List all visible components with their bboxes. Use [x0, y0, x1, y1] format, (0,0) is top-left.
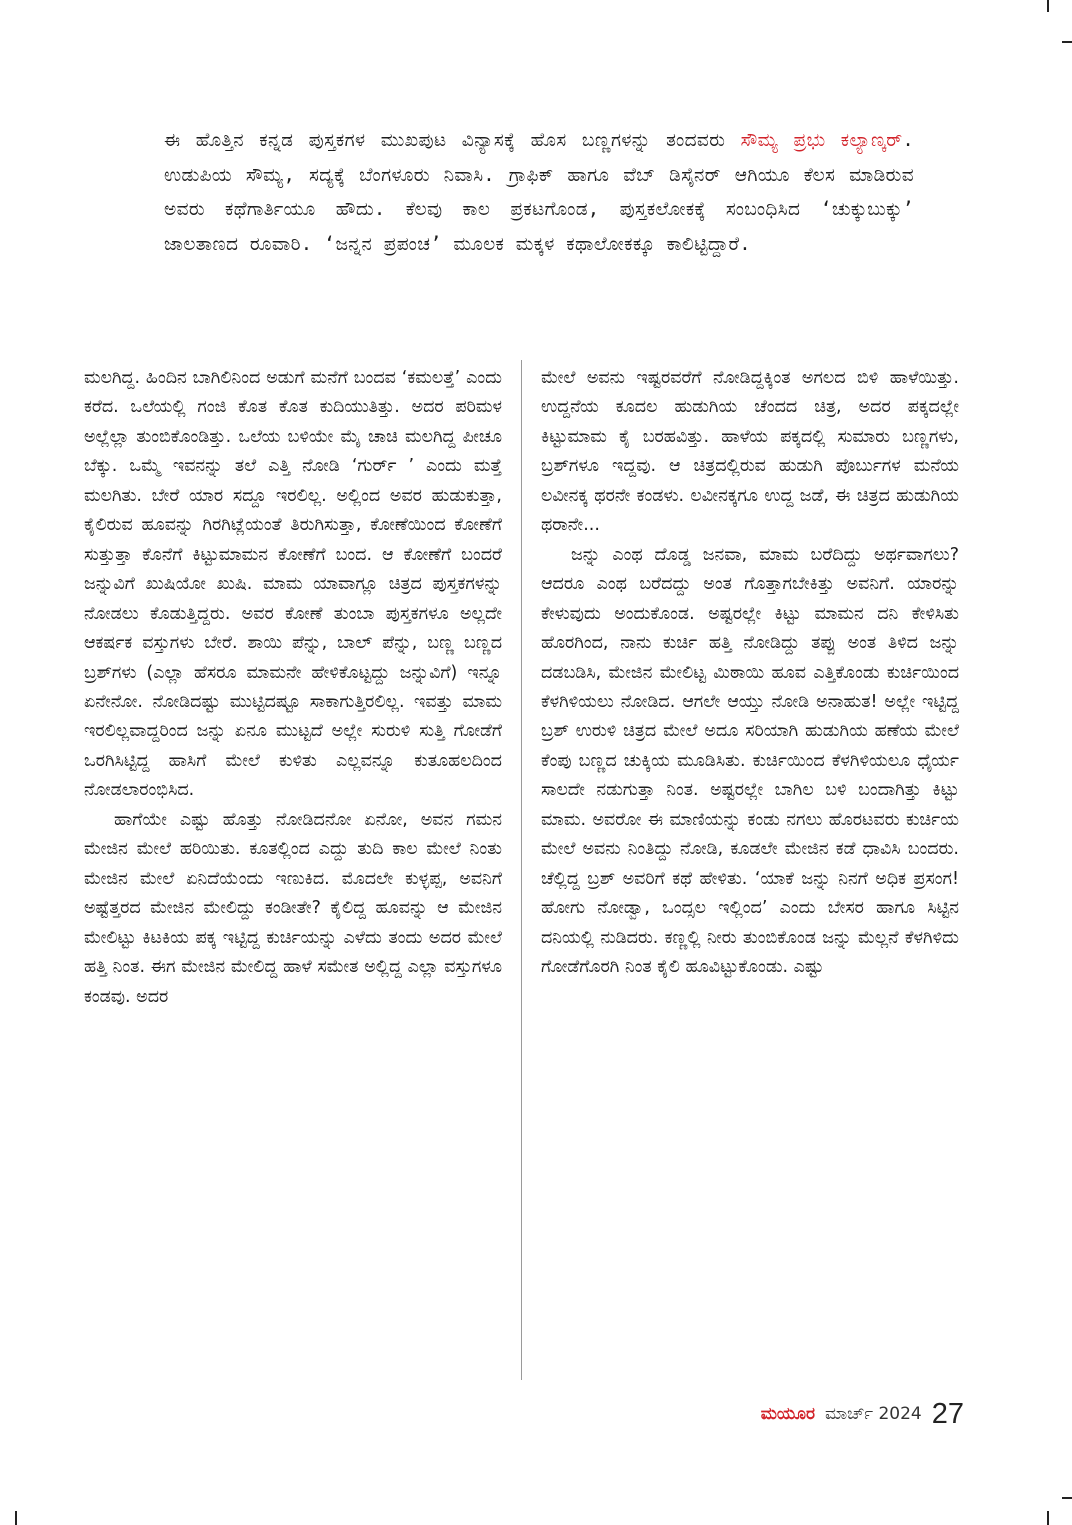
- magazine-logo: ಮಯೂರ: [760, 1404, 815, 1424]
- crop-mark: [1062, 41, 1072, 43]
- intro-rest: . ಉಡುಪಿಯ ಸೌಮ್ಯ, ಸದ್ಯಕ್ಕೆ ಬೆಂಗಳೂರು ನಿವಾಸಿ. ಗ್ರಾಫಿಕ್ ಹಾಗೂ ವೆಬ್ ಡಿಸೈನರ್ ಆಗಿಯೂ ಕೆಲಸ ಮಾಡಿರುವ ಅವರು ಕಥೆಗಾರ್ತಿಯೂ ಹೌದು. ಕೆಲವು ಕಾಲ ಪ್ರಕಟಗೊಂಡ, ಪುಸ್ತಕಲೋಕಕ್ಕೆ ಸಂಬಂಧಿಸಿದ ‘ಚುಕ್ಕುಬುಕ್ಕು’ ಜಾಲತಾಣದ ರೂವಾರಿ. ‘ಜನ್ನನ ಪ್ರಪಂಚ’ ಮೂಲಕ ಮಕ್ಕಳ ಕಥಾಲೋಕಕ್ಕೂ ಕಾಲಿಟ್ಟಿದ್ದಾರೆ.: [164, 130, 914, 255]
- issue-date: ಮಾರ್ಚ್ 2024: [824, 1404, 922, 1424]
- intro-lead: ಈ ಹೊತ್ತಿನ ಕನ್ನಡ ಪುಸ್ತಕಗಳ ಮುಖಪುಟ ವಿನ್ಯಾಸಕ್ಕೆ ಹೊಸ ಬಣ್ಣಗಳನ್ನು ತಂದವರು: [164, 130, 741, 151]
- left-column: [84, 364, 502, 1012]
- author-intro: [164, 124, 914, 262]
- column-divider: [521, 360, 522, 1380]
- crop-mark: [1062, 1497, 1072, 1499]
- right-column: [541, 364, 959, 983]
- crop-mark: [15, 1511, 17, 1525]
- right-paragraph-2: ಜನ್ನು ಎಂಥ ದೊಡ್ಡ ಜನವಾ, ಮಾಮ ಬರೆದಿದ್ದು ಅರ್ಥವಾಗಲು? ಆದರೂ ಎಂಥ ಬರೆದದ್ದು ಅಂತ ಗೊತ್ತಾಗಬೇಕಿತ್ತು ಅವನಿಗೆ. ಯಾರನ್ನು ಕೇಳುವುದು ಅಂದುಕೊಂಡ. ಅಷ್ಟರಲ್ಲೇ ಕಿಟ್ಟು ಮಾಮನ ದನಿ ಕೇಳಿಸಿತು ಹೊರಗಿಂದ, ನಾನು ಕುರ್ಚಿ ಹತ್ತಿ ನೋಡಿದ್ದು ತಪ್ಪು ಅಂತ ತಿಳಿದ ಜನ್ನು ದಡಬಡಿಸಿ, ಮೇಜಿನ ಮೇಲಿಟ್ಟ ಮಿಠಾಯಿ ಹೂವ ಎತ್ತಿಕೊಂಡು ಕುರ್ಚಿಯಿಂದ ಕೆಳಗಿಳಿಯಲು ನೋಡಿದ. ಆಗಲೇ ಆಯ್ತು ನೋಡಿ ಅನಾಹುತ! ಅಲ್ಲೇ ಇಟ್ಟಿದ್ದ ಬ್ರಶ್ ಉರುಳಿ ಚಿತ್ರದ ಮೇಲೆ ಅದೂ ಸರಿಯಾಗಿ ಹುಡುಗಿಯ ಹಣೆಯ ಮೇಲೆ ಕೆಂಪು ಬಣ್ಣದ ಚುಕ್ಕಿಯ ಮೂಡಿಸಿತು. ಕುರ್ಚಿಯಿಂದ ಕೆಳಗಿಳಿಯಲೂ ಧೈರ್ಯ ಸಾಲದೇ ನಡುಗುತ್ತಾ ನಿಂತ. ಅಷ್ಟರಲ್ಲೇ ಬಾಗಿಲ ಬಳಿ ಬಂದಾಗಿತ್ತು ಕಿಟ್ಟು ಮಾಮ. ಅವರೋ ಈ ಮಾಣಿಯನ್ನು ಕಂಡು ನಗಲು ಹೊರಟವರು ಕುರ್ಚಿಯ ಮೇಲೆ ಅವನು ನಿಂತಿದ್ದು ನೋಡಿ, ಕೂಡಲೇ ಮೇಜಿನ ಕಡೆ ಧಾವಿಸಿ ಬಂದರು. ಚೆಲ್ಲಿದ್ದ ಬ್ರಶ್ ಅವರಿಗೆ ಕಥೆ ಹೇಳಿತು. ‘ಯಾಕೆ ಜನ್ನು ನಿನಗೆ ಅಧಿಕ ಪ್ರಸಂಗ! ಹೋಗು ನೋಡ್ವಾ, ಒಂದ್ಸಲ ಇಲ್ಲಿಂದ’ ಎಂದು ಬೇಸರ ಹಾಗೂ ಸಿಟ್ಟಿನ ದನಿಯಲ್ಲಿ ನುಡಿದರು. ಕಣ್ಣಲ್ಲಿ ನೀರು ತುಂಬಿಕೊಂಡ ಜನ್ನು ಮೆಲ್ಲನೆ ಕೆಳಗಿಳಿದು ಗೋಡೆಗೊರಗಿ ನಿಂತ ಕೈಲಿ ಹೂವಿಟ್ಟುಕೊಂಡು. ಎಷ್ಟು: [541, 544, 959, 978]
- crop-mark: [1047, 1511, 1049, 1525]
- author-name: ಸೌಮ್ಯ ಪ್ರಭು ಕಲ್ಯಾಣ್ಕರ್: [740, 130, 903, 151]
- right-paragraph-1: ಮೇಲೆ ಅವನು ಇಷ್ಟರವರೆಗೆ ನೋಡಿದ್ದಕ್ಕಿಂತ ಅಗಲದ ಬಿಳಿ ಹಾಳೆಯಿತ್ತು. ಉದ್ದನೆಯ ಕೂದಲ ಹುಡುಗಿಯ ಚೆಂದದ ಚಿತ್ರ, ಅದರ ಪಕ್ಕದಲ್ಲೇ ಕಿಟ್ಟುಮಾಮ ಕೈ ಬರಹವಿತ್ತು. ಹಾಳೆಯ ಪಕ್ಕದಲ್ಲಿ ಸುಮಾರು ಬಣ್ಣಗಳು, ಬ್ರಶ್‌ಗಳೂ ಇದ್ದವು. ಆ ಚಿತ್ರದಲ್ಲಿರುವ ಹುಡುಗಿ ಪೊರ್ಬುಗಳ ಮನೆಯ ಲವೀನಕ್ಕ ಥರನೇ ಕಂಡಳು. ಲವೀನಕ್ಕಗೂ ಉದ್ದ ಜಡೆ, ಈ ಚಿತ್ರದ ಹುಡುಗಿಯ ಥರಾನೇ...: [541, 368, 959, 536]
- crop-mark: [1047, 0, 1049, 12]
- left-paragraph-1: ಮಲಗಿದ್ದ. ಹಿಂದಿನ ಬಾಗಿಲಿನಿಂದ ಅಡುಗೆ ಮನೆಗೆ ಬಂದವ ‘ಕಮಲತ್ತೆ’ ಎಂದು ಕರೆದ. ಒಲೆಯಲ್ಲಿ ಗಂಜಿ ಕೊತ ಕೊತ ಕುದಿಯುತಿತ್ತು. ಅದರ ಪರಿಮಳ ಅಲ್ಲೆಲ್ಲಾ ತುಂಬಿಕೊಂಡಿತ್ತು. ಒಲೆಯ ಬಳಿಯೇ ಮೈ ಚಾಚಿ ಮಲಗಿದ್ದ ಪೀಚೂ ಬೆಕ್ಕು. ಒಮ್ಮೆ ಇವನನ್ನು ತಲೆ ಎತ್ತಿ ನೋಡಿ ‘ಗುರ್ರ್ ’ ಎಂದು ಮತ್ತೆ ಮಲಗಿತು. ಬೇರೆ ಯಾರ ಸದ್ದೂ ಇರಲಿಲ್ಲ. ಅಲ್ಲಿಂದ ಅವರ ಹುಡುಕುತ್ತಾ, ಕೈಲಿರುವ ಹೂವನ್ನು ಗಿರಗಿಟ್ಲೆಯಂತೆ ತಿರುಗಿಸುತ್ತಾ, ಕೋಣೆಯಿಂದ ಕೋಣೆಗೆ ಸುತ್ತುತ್ತಾ ಕೊನೆಗೆ ಕಿಟ್ಟುಮಾಮನ ಕೋಣೆಗೆ ಬಂದ. ಆ ಕೋಣೆಗೆ ಬಂದರೆ ಜನ್ನುವಿಗೆ ಖುಷಿಯೋ ಖುಷಿ. ಮಾಮ ಯಾವಾಗ್ಲೂ ಚಿತ್ರದ ಪುಸ್ತಕಗಳನ್ನು ನೋಡಲು ಕೊಡುತ್ತಿದ್ದರು. ಅವರ ಕೋಣೆ ತುಂಬಾ ಪುಸ್ತಕಗಳೂ ಅಲ್ಲದೇ ಆಕರ್ಷಕ ವಸ್ತುಗಳು ಬೇರೆ. ಶಾಯಿ ಪೆನ್ನು, ಬಾಲ್ ಪೆನ್ನು, ಬಣ್ಣ ಬಣ್ಣದ ಬ್ರಶ್‌ಗಳು (ಎಲ್ಲಾ ಹೆಸರೂ ಮಾಮನೇ ಹೇಳಿಕೊಟ್ಟದ್ದು ಜನ್ನುವಿಗೆ) ಇನ್ನೂ ಏನೇನೋ. ನೋಡಿದಷ್ಟು ಮುಟ್ಟಿದಷ್ಟೂ ಸಾಕಾಗುತ್ತಿರಲಿಲ್ಲ. ಇವತ್ತು ಮಾಮ ಇರಲಿಲ್ಲವಾದ್ದರಿಂದ ಜನ್ನು ಏನೂ ಮುಟ್ಟದೆ ಅಲ್ಲೇ ಸುರುಳಿ ಸುತ್ತಿ ಗೋಡೆಗೆ ಒರಗಿಸಿಟ್ಟಿದ್ದ ಹಾಸಿಗೆ ಮೇಲೆ ಕುಳಿತು ಎಲ್ಲವನ್ನೂ ಕುತೂಹಲದಿಂದ ನೋಡಲಾರಂಭಿಸಿದ.: [84, 368, 502, 801]
- page-footer: [761, 1395, 964, 1429]
- left-paragraph-2: ಹಾಗೆಯೇ ಎಷ್ಟು ಹೊತ್ತು ನೋಡಿದನೋ ಏನೋ, ಅವನ ಗಮನ ಮೇಜಿನ ಮೇಲೆ ಹರಿಯಿತು. ಕೂತಲ್ಲಿಂದ ಎದ್ದು ತುದಿ ಕಾಲ ಮೇಲೆ ನಿಂತು ಮೇಜಿನ ಮೇಲೆ ಏನಿದೆಯೆಂದು ಇಣುಕಿದ. ಮೊದಲೇ ಕುಳ್ಳಪ್ಪ, ಅವನಿಗೆ ಅಷ್ಟೆತ್ತರದ ಮೇಜಿನ ಮೇಲಿದ್ದು ಕಂಡೀತೇ? ಕೈಲಿದ್ದ ಹೂವನ್ನು ಆ ಮೇಜಿನ ಮೇಲಿಟ್ಟು ಕಿಟಕಿಯ ಪಕ್ಕ ಇಟ್ಟಿದ್ದ ಕುರ್ಚಿಯನ್ನು ಎಳೆದು ತಂದು ಅದರ ಮೇಲೆ ಹತ್ತಿ ನಿಂತ. ಈಗ ಮೇಜಿನ ಮೇಲಿದ್ದ ಹಾಳೆ ಸಮೇತ ಅಲ್ಲಿದ್ದ ಎಲ್ಲಾ ವಸ್ತುಗಳೂ ಕಂಡವು. ಅದರ: [84, 809, 502, 1007]
- page-number: 27: [931, 1398, 964, 1430]
